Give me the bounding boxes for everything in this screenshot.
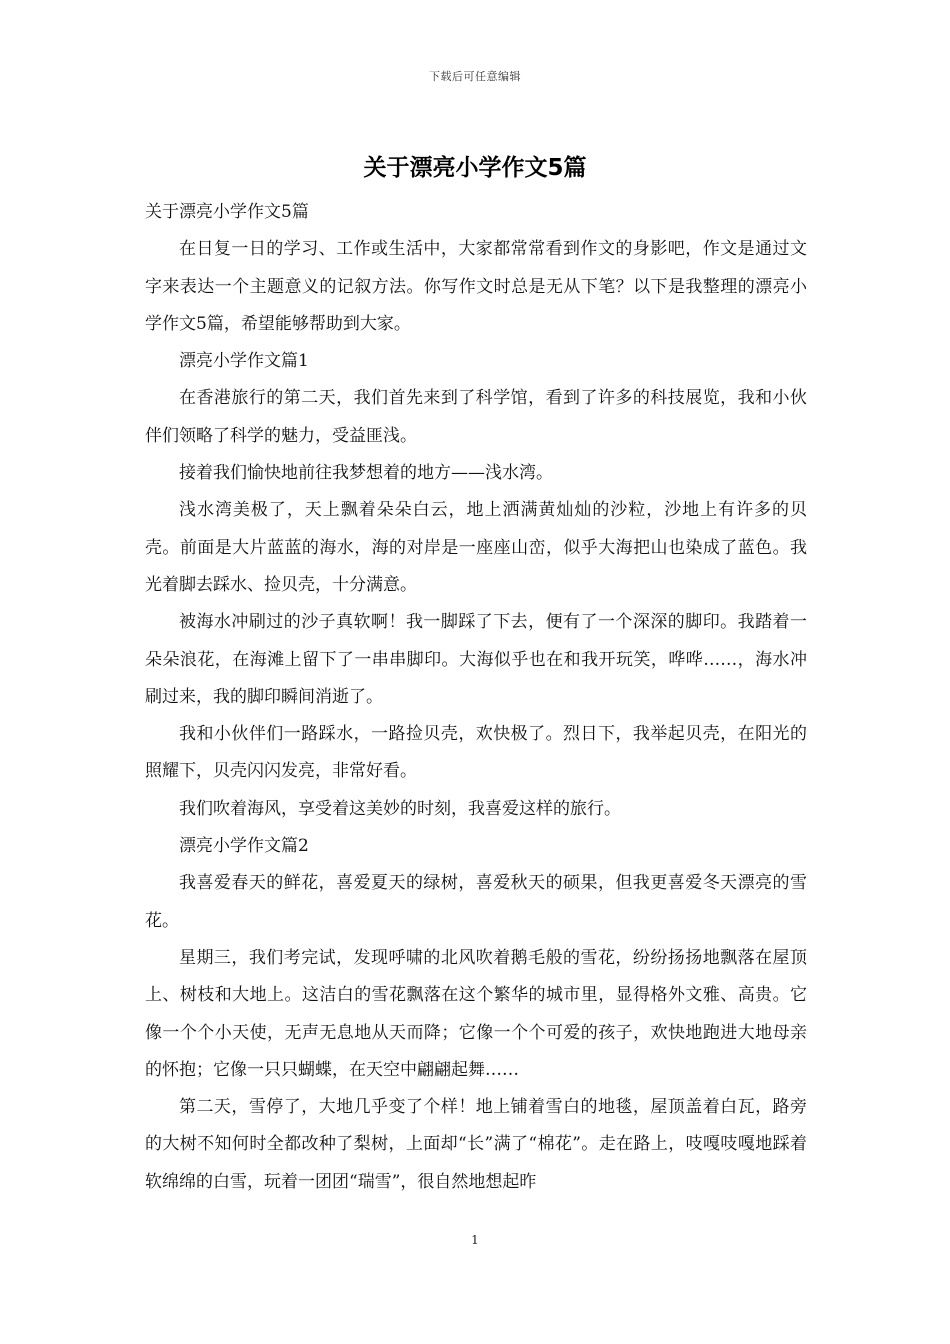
paragraph: 浅水湾美极了，天上飘着朵朵白云，地上洒满黄灿灿的沙粒，沙地上有许多的贝壳。前面是大片蓝蓝的海水，海的对岸是一座座山峦，似乎大海把山也染成了蓝色。我光着脚去踩水、捡贝壳，十分满意。 [145,500,807,595]
paragraph: 在香港旅行的第二天，我们首先来到了科学馆，看到了许多的科技展览，我和小伙伴们领略了科学的魅力，受益匪浅。 [145,388,807,446]
paragraph: 我们吹着海风，享受着这美妙的时刻，我喜爱这样的旅行。 [179,798,621,819]
page-number: 1 [471,1233,479,1247]
intro-paragraph: 在日复一日的学习、工作或生活中，大家都常常看到作文的身影吧，作文是通过文字来表达一个主题意义的记叙方法。你写作文时总是无从下笔？以下是我整理的漂亮小学作文5篇，希望能够帮助到大家。 [145,239,807,334]
section-heading-2: 漂亮小学作文篇2 [179,836,309,857]
paragraph: 星期三，我们考完试，发现呼啸的北风吹着鹅毛般的雪花，纷纷扬扬地飘落在屋顶上、树枝和大地上。这洁白的雪花飘落在这个繁华的城市里，显得格外文雅、高贵。它像一个个小天使，无声无息地从天而降；它像一个个可爱的孩子，欢快地跑进大地母亲的怀抱；它像一只只蝴蝶，在天空中翩翩起舞…… [145,947,807,1080]
document-title: 关于漂亮小学作文5篇 [363,155,587,181]
header-note: 下载后可任意编辑 [429,70,521,83]
paragraph: 被海水冲刷过的沙子真软啊！我一脚踩了下去，便有了一个深深的脚印。我踏着一朵朵浪花，在海滩上留下了一串串脚印。大海似乎也在和我开玩笑，哗哗……，海水冲刷过来，我的脚印瞬间消逝了。 [145,612,807,707]
section-heading-1: 漂亮小学作文篇1 [179,351,309,372]
document-body [145,194,807,1201]
paragraph: 第二天，雪停了，大地几乎变了个样！地上铺着雪白的地毯，屋顶盖着白瓦，路旁的大树不知何时全都改种了梨树，上面却“长”满了“棉花”。走在路上，吱嘎吱嘎地踩着软绵绵的白雪，玩着一团团“瑞雪”，很自然地想起昨 [145,1097,807,1192]
subtitle-line: 关于漂亮小学作文5篇 [145,202,309,222]
paragraph: 我和小伙伴们一路踩水，一路捡贝壳，欢快极了。烈日下，我举起贝壳，在阳光的照耀下，贝壳闪闪发亮，非常好看。 [145,724,807,782]
paragraph: 我喜爱春天的鲜花，喜爱夏天的绿树，喜爱秋天的硕果，但我更喜爱冬天漂亮的雪花。 [145,873,807,931]
paragraph: 接着我们愉快地前往我梦想着的地方——浅水湾。 [179,463,553,484]
